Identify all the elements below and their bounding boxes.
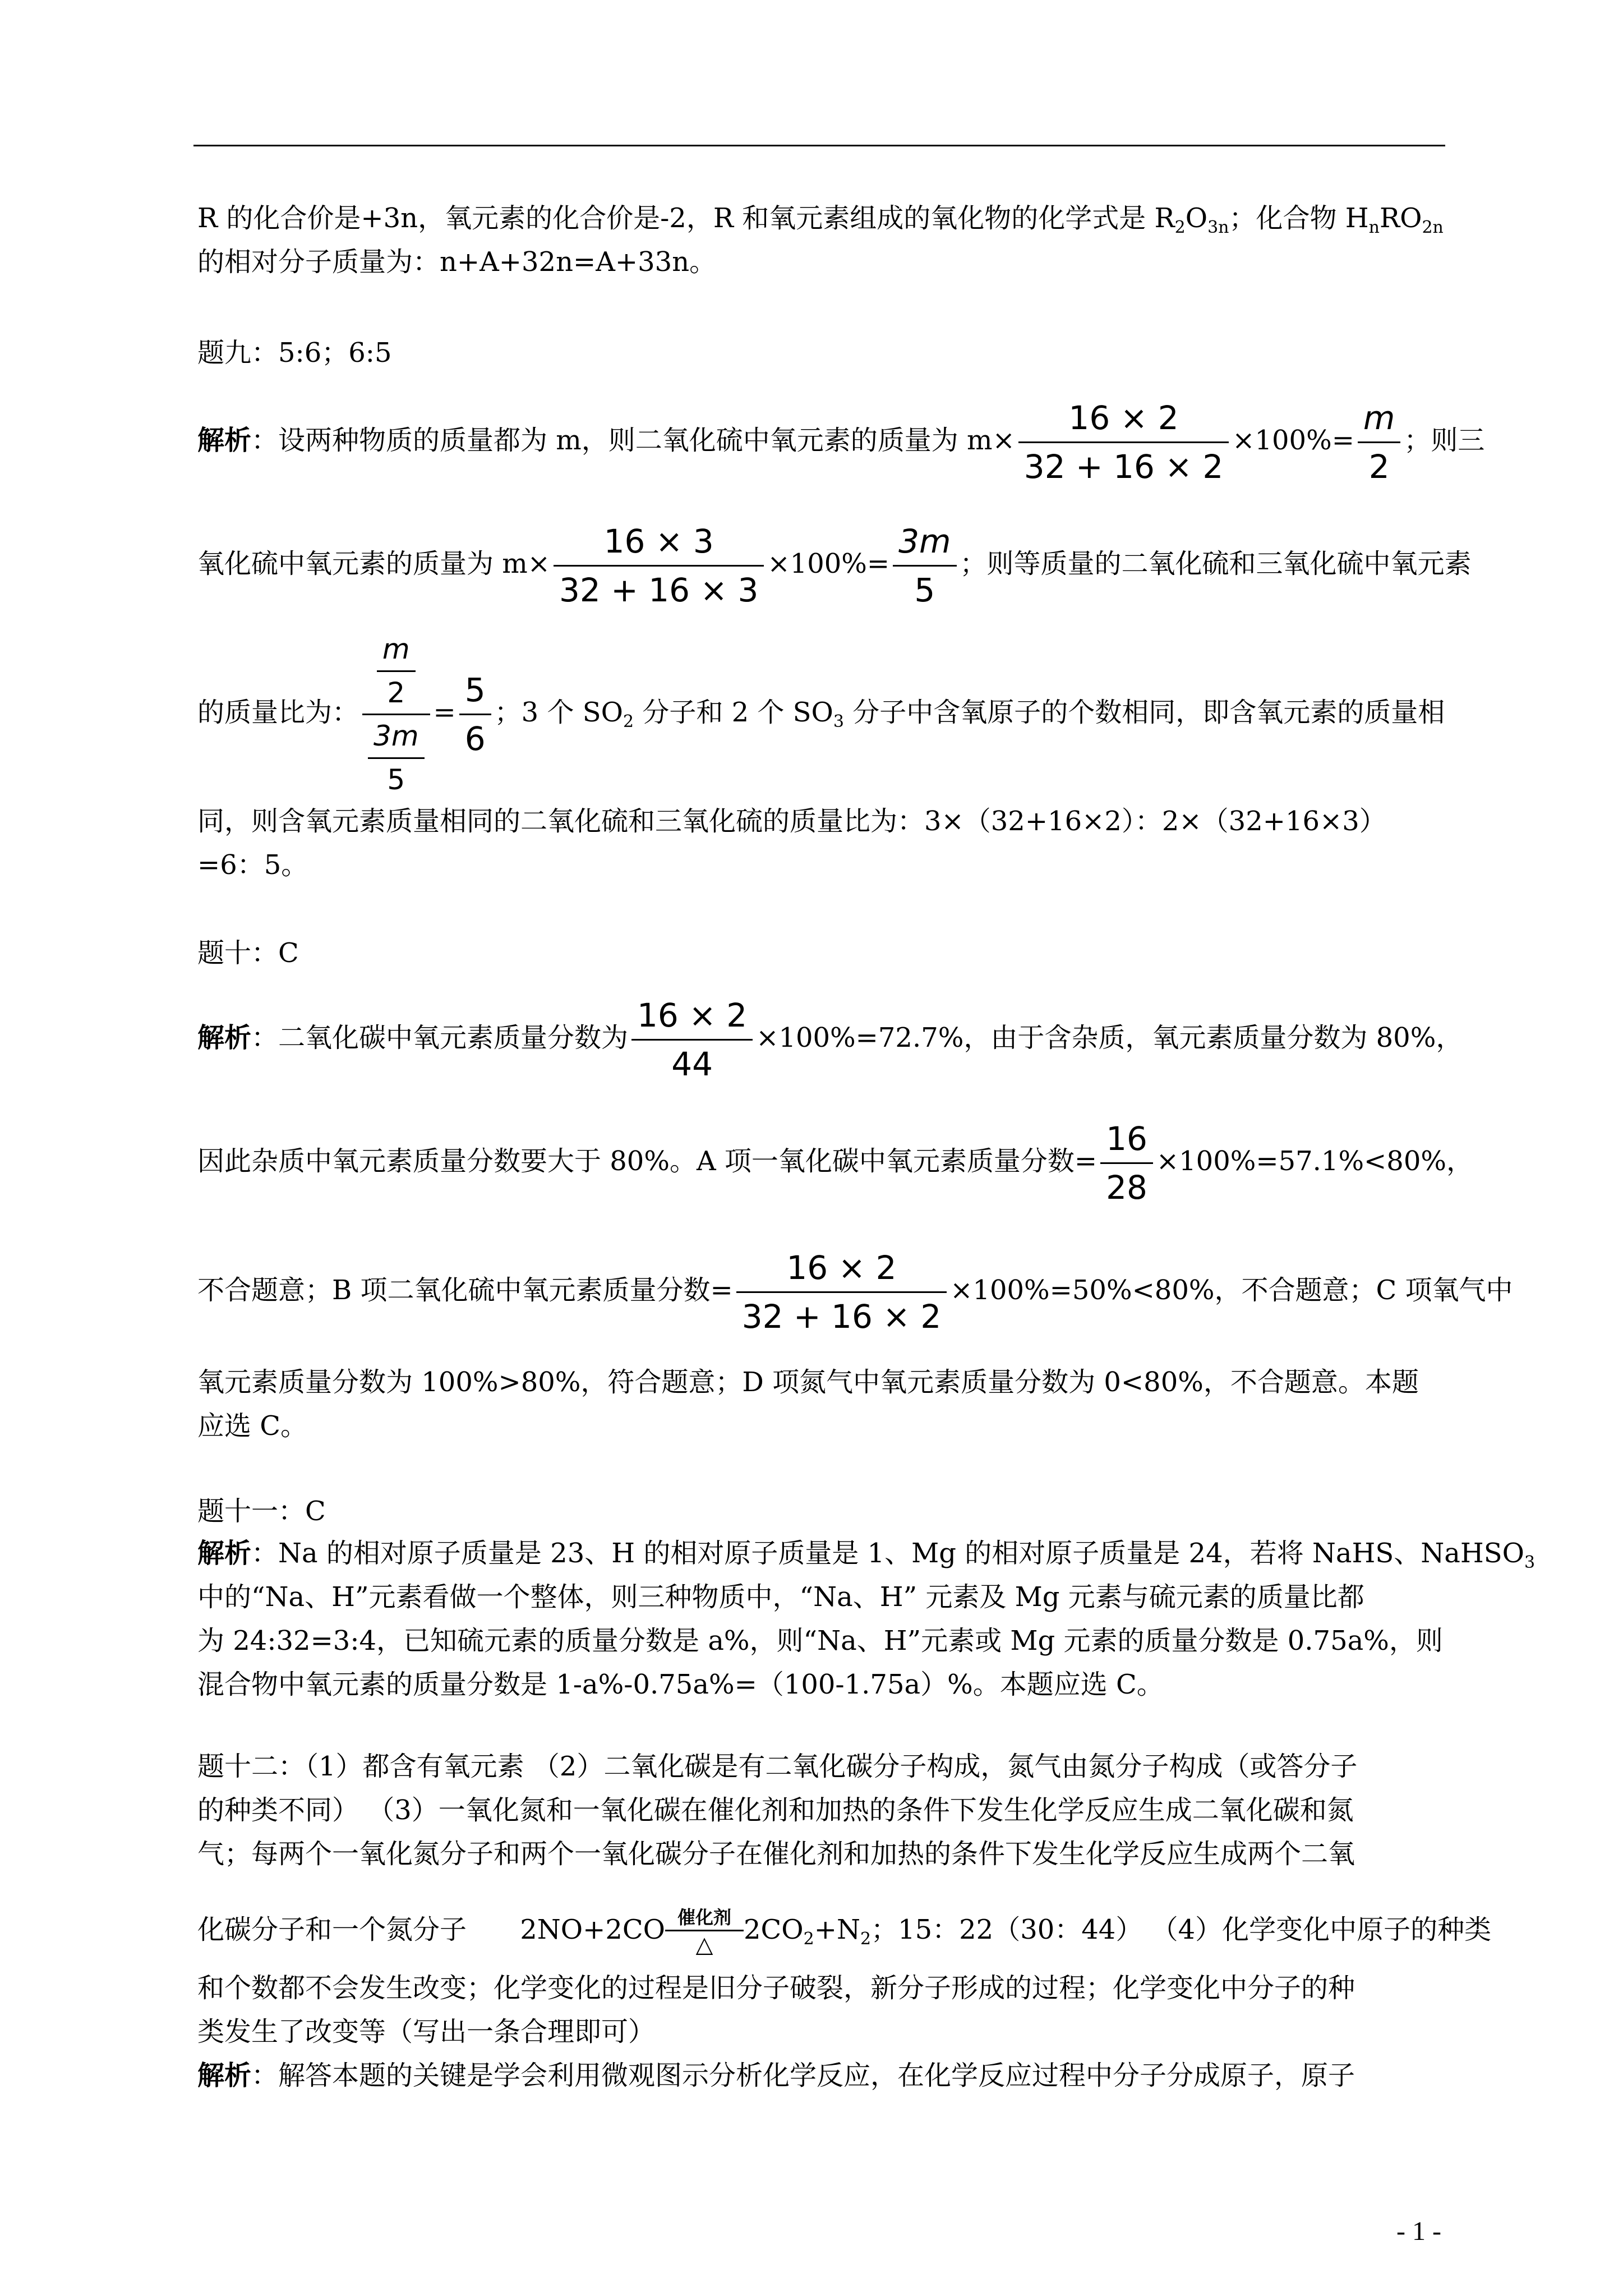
question-12-line-1: 题十二：（1）都含有氧元素 （2）二氧化碳是有二氧化碳分子构成，氮气由氮分子构成（或答分子 [197,1751,1358,1782]
question-12-line-7: 解析：解答本题的关键是学会利用微观图示分析化学反应，在化学反应过程中分子分成原子，原子 [197,2060,1355,2091]
question-10-answer: 题十：C [197,937,299,969]
q9-analysis-line-3: 的质量比为： $\frac{\frac{m}{2}}{\frac{3m}{5}}$ = $\frac{5}{6}$ ；3 个 $SO_2$ 分子和 2 个 $SO_3$ 分子中含氧原子的个数相同，即含氧元素的质量相 [197,628,1445,797]
q11-analysis-line-1: 解析：Na 的相对原子质量是 23、H 的相对原子质量是 1、Mg 的相对原子质量是 24，若将 NaHS、NaHSO$_3$ [197,1538,1536,1572]
fraction: $\frac{m}{2}$ [1358,398,1401,487]
q9-analysis-line-2: 氧化硫中氧元素的质量为 m× $\frac{16 \times 3}{32 + 16 \times 3}$ ×100%= $\frac{3m}{5}$ ；则等质量的二氧化硫和三氧化硫中氧元素 [197,516,1445,611]
fraction: $\frac{16 \times 3}{32 + 16 \times 3}$ [554,521,764,611]
q10-analysis-line-2: 因此杂质中氧元素质量分数要大于 80%。A 项一氧化碳中氧元素质量分数= $\frac{16}{28}$ ×100%=57.1%<80%， [197,1114,1445,1209]
fraction: $\frac{16 \times 2}{32 + 16 \times 2}$ [1018,398,1229,487]
header-rule [193,145,1445,146]
question-12-line-6: 类发生了改变等（写出一条合理即可） [197,2016,656,2047]
q10-analysis-line-1: 解析：二氧化碳中氧元素质量分数为 $\frac{16 \times 2}{44}$ ×100%=72.7%，由于含杂质，氧元素质量分数为 80%， [197,990,1445,1085]
q9-analysis-line-5: =6：5。 [197,849,308,881]
question-12-line-2: 的种类不同） （3）一氧化氮和一氧化碳在催化剂和加热的条件下发生化学反应生成二氧化碳和氮 [197,1795,1354,1826]
fraction: $\frac{16 \times 2}{44}$ [631,995,753,1085]
heat-symbol: △ [695,1932,713,1958]
analysis-label: 解析 [197,425,252,456]
fraction: $\frac{16}{28}$ [1100,1119,1153,1208]
q11-analysis-line-2: 中的“Na、H”元素看做一个整体，则三种物质中，“Na、H” 元素及 Mg 元素与硫元素的质量比都 [197,1581,1364,1613]
question-12-line-3: 气；每两个一氧化氮分子和两个一氧化碳分子在催化剂和加热的条件下发生化学反应生成两个二氧 [197,1838,1355,1870]
fraction: $\frac{16 \times 2}{32 + 16 \times 2}$ [736,1248,947,1337]
question-12-line-5: 和个数都不会发生改变；化学变化的过程是旧分子破裂，新分子形成的过程；化学变化中分子的种 [197,1972,1355,2004]
q11-analysis-line-3: 为 24:32=3:4，已知硫元素的质量分数是 a%，则“Na、H”元素或 Mg 元素的质量分数是 0.75a%，则 [197,1625,1443,1657]
fraction: $\frac{3m}{5}$ [893,521,956,611]
q10-analysis-line-5: 应选 C。 [197,1410,307,1442]
analysis-label: 解析 [197,2060,252,2091]
q9-analysis-line-1: 解析：设两种物质的质量都为 m，则二氧化硫中氧元素的质量为 m× $\frac{16 \times 2}{32 + 16 \times 2}$ ×100%= $\frac{m}{2}$ ；则三 [197,393,1445,488]
fraction: $\frac{5}{6}$ [459,670,491,760]
analysis-label: 解析 [197,1022,252,1053]
paragraph-r-valence-2: 的相对分子质量为：n+A+32n=A+33n。 [197,246,717,278]
q10-analysis-line-3: 不合题意；B 项二氧化硫中氧元素质量分数= $\frac{16 \times 2}{32 + 16 \times 2}$ ×100%=50%<80%，不合题意；C 项氧气中 [197,1243,1445,1338]
analysis-label: 解析 [197,1538,252,1569]
question-9-answer: 题九：5:6；6:5 [197,337,392,369]
q11-analysis-line-4: 混合物中氧元素的质量分数是 1-a%-0.75a%=（100-1.75a）%。本题应选 C。 [197,1669,1164,1700]
question-12-line-4: 化碳分子和一个氮分子 2NO+2CO 催化剂 △ $2CO_2+N_2$；15：22（30：44） （4）化学变化中原子的种类 [197,1907,1492,1958]
question-11-answer: 题十一：C [197,1496,326,1527]
paragraph-r-valence: R 的化合价是+3n，氧元素的化合价是-2，R 和氧元素组成的氧化物的化学式是 $R_2O_{3n}$；化合物 $H_nRO_{2n}$ [197,203,1444,237]
q10-analysis-line-4: 氧元素质量分数为 100%>80%，符合题意；D 项氮气中氧元素质量分数为 0<80%，不合题意。本题 [197,1366,1419,1398]
reaction-condition: 催化剂 △ [665,1906,744,1957]
page-number: - 1 - [1396,2216,1441,2246]
q9-analysis-line-4: 同，则含氧元素质量相同的二氧化硫和三氧化硫的质量比为：3×（32+16×2）：2×（32+16×3） [197,806,1386,837]
compound-fraction: $\frac{\frac{m}{2}}{\frac{3m}{5}}$ [362,632,430,797]
